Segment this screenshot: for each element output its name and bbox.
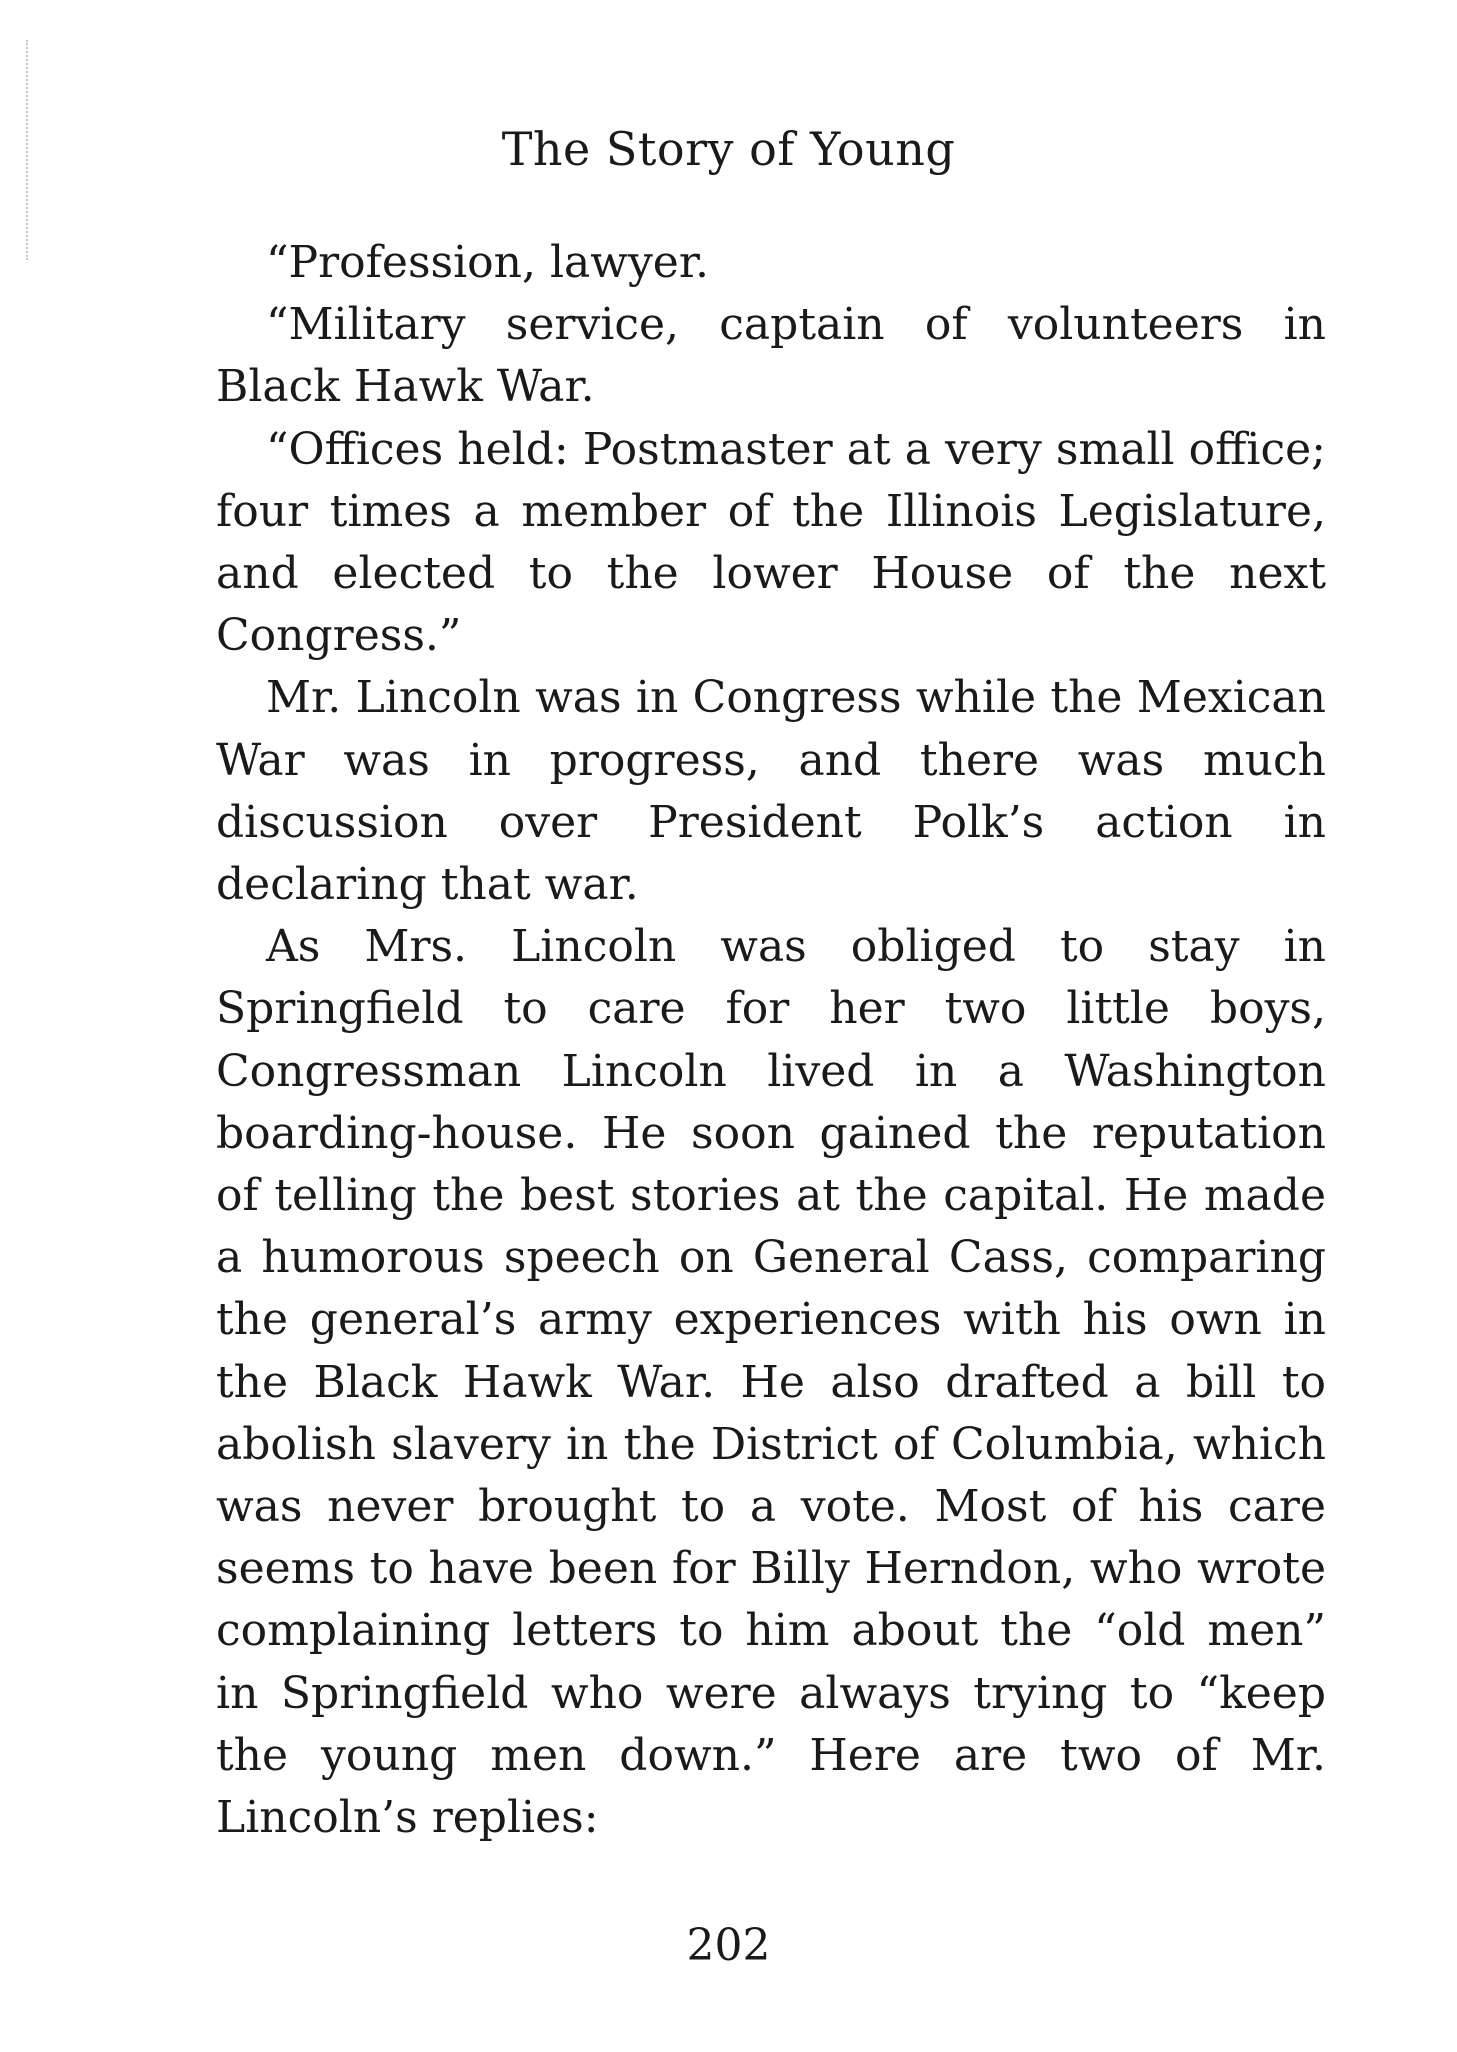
paragraph-mexican-war: Mr. Lincoln was in Congress while the Mexican War was in progress, and there was much discussion over President Polk’s action in declaring that war.	[216, 672, 1326, 911]
running-head: The Story of Young	[501, 122, 956, 176]
page-number: 202	[686, 1920, 771, 1971]
paragraph-profession: “Profession, lawyer.	[266, 237, 710, 288]
paragraph-military-service: “Military service, captain of volunteers in Black Hawk War.	[216, 299, 1326, 413]
paragraph-offices-held: “Offices held: Postmaster at a very small office; four times a member of the Illinois Legislature, and elected to the lower House of the next Congress.”	[216, 423, 1326, 662]
paragraph-washington-boarding-house: As Mrs. Lincoln was obliged to stay in Springfield to care for her two little boys, Congressman Lincoln lived in a Washington boarding-house. He soon gained the reputation of telling the best stories at the capital. He made a humorous speech on General Cass, comparing the general’s army experiences with his own in the Black Hawk War. He also drafted a bill to abolish slavery in the District of Columbia, which was never brought to a vote. Most of his care seems to have been for Billy Herndon, who wrote complaining letters to him about the “old men” in Springfield who were always trying to “keep the young men down.” Here are two of Mr. Lincoln’s replies:	[216, 921, 1326, 1844]
body-text	[216, 232, 1326, 1849]
